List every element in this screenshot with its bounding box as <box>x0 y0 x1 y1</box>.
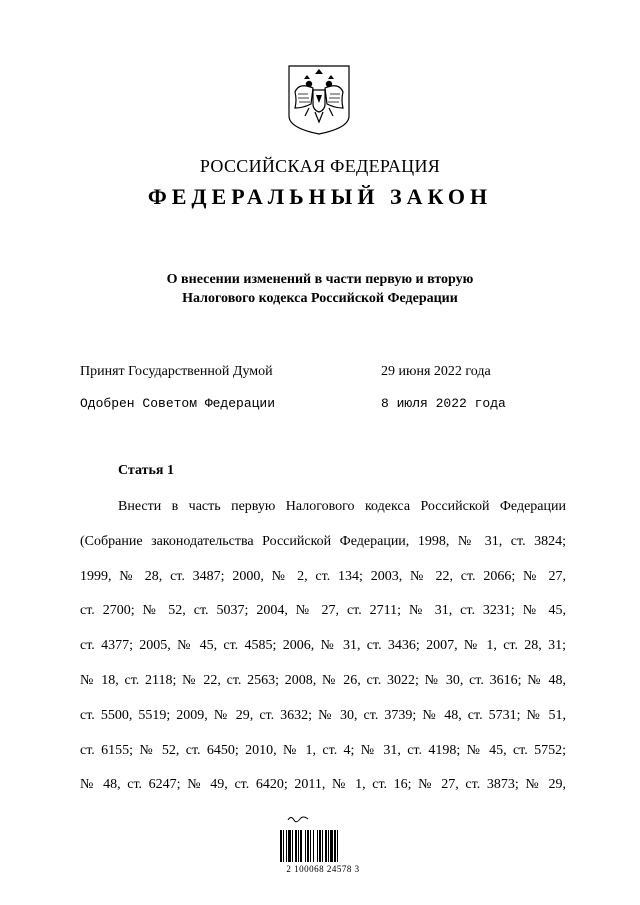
council-approval-date: 8 июля 2022 года <box>381 396 506 411</box>
article-body-line: ст. 5500, 5519; 2009, № 29, ст. 3632; № 30, ст. 3739; № 48, ст. 5731; № 51, <box>80 707 566 723</box>
country-name: РОССИЙСКАЯ ФЕДЕРАЦИЯ <box>199 156 441 176</box>
article-body-line: № 48, ст. 6247; № 49, ст. 6420; 2011, № 1, ст. 16; № 27, ст. 3873; № 29, <box>80 777 566 793</box>
barcode-number: 2 100068 24578 3 <box>286 864 360 874</box>
law-subject-line-1: О внесении изменений в части первую и вторую <box>166 272 474 287</box>
duma-adoption-date: 29 июня 2022 года <box>381 364 491 379</box>
article-heading: Статья 1 <box>118 463 174 478</box>
article-body-line: ст. 6155; № 52, ст. 6450; 2010, № 1, ст. 4; № 31, ст. 4198; № 45, ст. 5752; <box>80 742 566 758</box>
law-subject <box>0 270 640 308</box>
coat-of-arms-emblem <box>287 64 351 136</box>
article-body-line: ст. 2700; № 52, ст. 5037; 2004, № 27, ст. 2711; № 31, ст. 3231; № 45, <box>80 603 566 619</box>
article-body-line: 1999, № 28, ст. 3487; 2000, № 2, ст. 134; 2003, № 22, ст. 2066; № 27, <box>80 568 566 584</box>
law-subject-line-2: Налогового кодекса Российской Федерации <box>182 291 458 306</box>
article-body <box>80 496 566 809</box>
article-body-line: № 18, ст. 2118; № 22, ст. 2563; 2008, № 26, ст. 3022; № 30, ст. 3616; № 48, <box>80 672 566 688</box>
document-type-title: ФЕДЕРАЛЬНЫЙ ЗАКОН <box>147 184 493 209</box>
article-body-line: (Собрание законодательства Российской Федерации, 1998, № 31, ст. 3824; <box>80 533 566 549</box>
duma-adoption-label: Принят Государственной Думой <box>80 364 273 379</box>
article-body-line: ст. 4377; 2005, № 45, ст. 4585; 2006, № 31, ст. 3436; 2007, № 1, ст. 28, 31; <box>80 638 566 654</box>
council-approval-label: Одобрен Советом Федерации <box>80 396 276 411</box>
article-body-line: Внести в часть первую Налогового кодекса Российской Федерации <box>118 499 566 514</box>
